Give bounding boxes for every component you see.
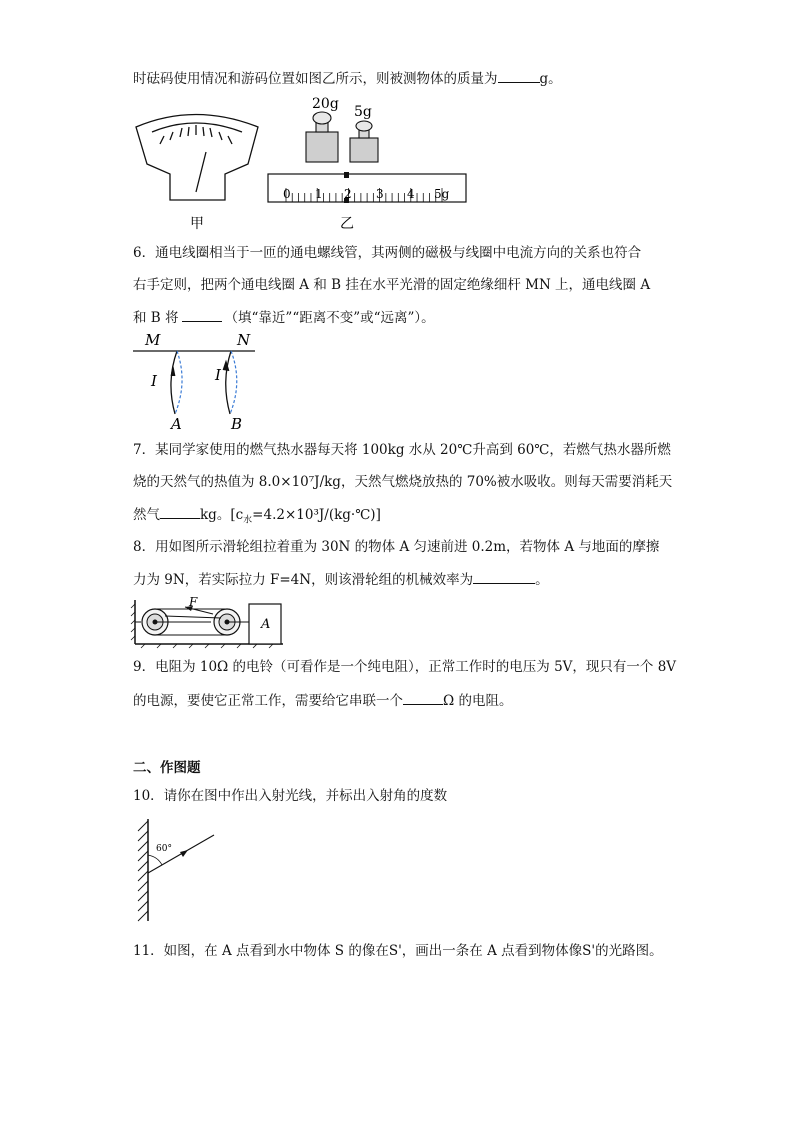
q8-end: 。 <box>535 572 549 588</box>
balance-dial <box>136 115 258 201</box>
q9-line-2 <box>133 690 512 711</box>
q6-line-3 <box>133 307 435 328</box>
coil-label-a: A <box>171 415 182 433</box>
scale-tick-1: 1 <box>315 187 323 201</box>
q6-line-2: 右手定则，把两个通电线圈 A 和 B 挂在水平光滑的固定绝缘细杆 MN 上，通电线圈 A <box>133 277 651 293</box>
q8-figure <box>131 595 291 650</box>
angle-label: 60° <box>156 844 172 854</box>
rider-scale <box>268 172 466 203</box>
q6-options: （填“靠近”“距离不变”或“远离”）。 <box>224 310 435 326</box>
weight-5g <box>350 121 378 162</box>
label-jia: 甲 <box>190 216 204 232</box>
rod-label-m: M <box>145 331 161 349</box>
q5-text-line <box>133 68 562 89</box>
force-label: F <box>189 595 198 609</box>
current-label-b: I <box>215 366 221 384</box>
q8-line-1: 8．用如图所示滑轮组拉着重为 30N 的物体 A 匀速前进 0.2m，若物体 A 与地面的摩擦 <box>133 539 660 555</box>
q6-text: 和 B 将 <box>133 310 179 326</box>
q5-text: 时砝码使用情况和游码位置如图乙所示，则被测物体的质量为 <box>133 71 498 87</box>
q8-answer-blank[interactable] <box>473 569 535 584</box>
section-title: 二、作图题 <box>133 760 201 776</box>
rod-label-n: N <box>237 331 251 349</box>
q6-figure <box>133 332 273 432</box>
q11-line-1: 11．如图，在 A 点看到水中物体 S 的像在S'，画出一条在 A 点看到物体像S'的光路图。 <box>133 943 663 959</box>
block-label: A <box>261 617 271 632</box>
q5-figure <box>130 92 470 242</box>
q9-end: Ω 的电阻。 <box>443 693 513 709</box>
q6-line-1: 6．通电线圈相当于一匝的通电螺线管，其两侧的磁极与线圈中电流方向的关系也符合 <box>133 245 642 261</box>
q8-line-2 <box>133 569 549 590</box>
weight-5g-label: 5g <box>354 104 372 120</box>
q7-subscript: 水 <box>243 515 253 526</box>
q9-answer-blank[interactable] <box>403 690 443 705</box>
label-yi: 乙 <box>340 216 354 232</box>
q10-line-1: 10．请你在图中作出入射光线，并标出入射角的度数 <box>133 788 448 804</box>
q7-line-1: 7．某同学家使用的燃气热水器每天将 100kg 水从 20℃升高到 60℃，若燃气热水器所燃 <box>133 442 671 458</box>
q7-unit: kg。[c <box>200 507 244 523</box>
q10-figure <box>128 815 228 925</box>
q5-unit: g。 <box>539 71 562 87</box>
scale-tick-0: 0 <box>283 187 291 201</box>
q7-line-2: 烧的天然气的热值为 8.0×10⁷J/kg，天然气燃烧放热的 70%被水吸收。则每天需要消耗天 <box>133 474 673 490</box>
current-label-a: I <box>151 372 157 390</box>
q7-formula: =4.2×10³J/(kg·℃)] <box>252 507 381 523</box>
weight-20g-label: 20g <box>312 96 339 112</box>
q9-line-1: 9．电阻为 10Ω 的电铃（可看作是一个纯电阻），正常工作时的电压为 5V，现只有一个 8V <box>133 659 677 675</box>
scale-tick-5: 5g <box>434 187 450 201</box>
q7-line-3 <box>133 504 381 531</box>
q5-answer-blank[interactable] <box>498 68 540 83</box>
q7-answer-blank[interactable] <box>160 504 200 519</box>
rider <box>344 172 349 178</box>
scale-tick-3: 3 <box>376 187 384 201</box>
coil-label-b: B <box>231 415 243 433</box>
scale-tick-4: 4 <box>407 187 415 201</box>
q7-text: 然气 <box>133 507 160 523</box>
q9-text: 的电源，要使它正常工作，需要给它串联一个 <box>133 693 403 709</box>
weight-20g <box>306 112 338 162</box>
scale-tick-2: 2 <box>344 187 352 201</box>
q8-text: 力为 9N，若实际拉力 F=4N，则该滑轮组的机械效率为 <box>133 572 474 588</box>
q6-answer-blank[interactable] <box>182 307 222 322</box>
